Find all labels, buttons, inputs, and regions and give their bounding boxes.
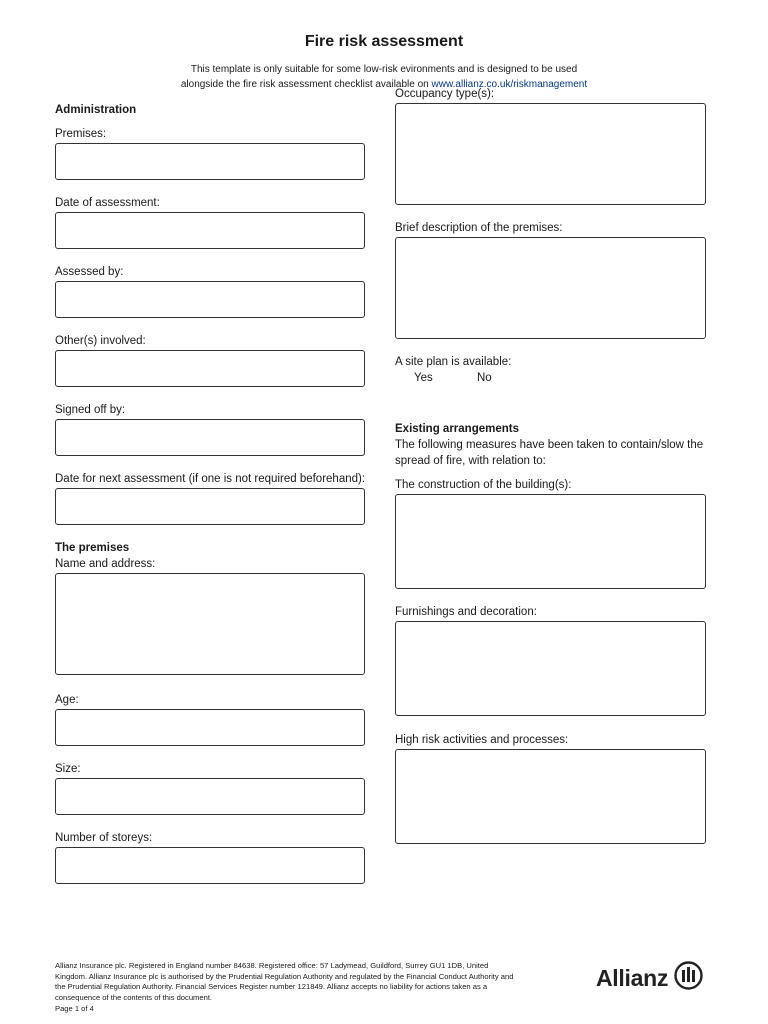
intro-line-2: [0, 77, 768, 92]
administration-heading: Administration: [55, 104, 137, 116]
site-plan-no-option[interactable]: No: [477, 372, 492, 384]
page-number: Page 1 of 4: [55, 1004, 94, 1013]
size-field[interactable]: [55, 778, 365, 815]
high-risk-field[interactable]: [395, 749, 706, 844]
occupancy-field[interactable]: [395, 103, 706, 205]
brief-description-field[interactable]: [395, 237, 706, 339]
high-risk-label: High risk activities and processes:: [395, 734, 569, 746]
furnishings-field[interactable]: [395, 621, 706, 716]
construction-label: The construction of the building(s):: [395, 479, 572, 491]
premises-heading: The premises: [55, 542, 130, 554]
footer-legal-text: Allianz Insurance plc. Registered in England number 84638. Registered office: 57 Ladymead, Guildford, Surrey GU1 1DB, United Kingdom. Allianz Insurance plc is authorised by the Prudential Regulation Authority and regulated by the Financial Conduct Authority and the Prudential Regulation Authority. Financial Services Register number 121849. Allianz accepts no liability for actions taken as a consequence of the contents of this document.: [55, 961, 514, 1002]
premises-label: Premises:: [55, 128, 107, 140]
name-address-label: Name and address:: [55, 558, 156, 570]
next-assessment-label: Date for next assessment (if one is not required beforehand):: [55, 473, 366, 485]
size-label: Size:: [55, 763, 81, 775]
next-assessment-field[interactable]: [55, 488, 365, 525]
allianz-logo: [596, 961, 703, 995]
site-plan-label: A site plan is available:: [395, 356, 512, 368]
others-involved-field[interactable]: [55, 350, 365, 387]
assessed-by-label: Assessed by:: [55, 266, 124, 278]
allianz-logo-text: Allianz: [596, 964, 669, 991]
date-of-assessment-label: Date of assessment:: [55, 197, 160, 209]
name-address-field[interactable]: [55, 573, 365, 675]
age-field[interactable]: [55, 709, 365, 746]
others-involved-label: Other(s) involved:: [55, 335, 146, 347]
site-plan-yes-option[interactable]: Yes: [414, 372, 433, 384]
furnishings-label: Furnishings and decoration:: [395, 606, 537, 618]
signed-off-by-field[interactable]: [55, 419, 365, 456]
allianz-eagle-icon: [674, 961, 703, 995]
storeys-label: Number of storeys:: [55, 832, 153, 844]
date-of-assessment-field[interactable]: [55, 212, 365, 249]
premises-field[interactable]: [55, 143, 365, 180]
intro-line-1: This template is only suitable for some low-risk evironments and is designed to be used: [190, 64, 578, 75]
signed-off-by-label: Signed off by:: [55, 404, 126, 416]
existing-arrangements-text: The following measures have been taken to contain/slow the spread of fire, with relation to:: [395, 439, 704, 467]
risk-management-link[interactable]: www.allianz.co.uk/riskmanagement: [431, 79, 588, 90]
existing-arrangements-heading: Existing arrangements: [395, 423, 519, 435]
occupancy-label: Occupancy type(s):: [395, 88, 495, 100]
assessed-by-field[interactable]: [55, 281, 365, 318]
intro-line-2-text: alongside the fire risk assessment checklist available on: [180, 79, 432, 90]
construction-field[interactable]: [395, 494, 706, 589]
storeys-field[interactable]: [55, 847, 365, 884]
brief-description-label: Brief description of the premises:: [395, 222, 563, 234]
age-label: Age:: [55, 694, 79, 706]
page-title: Fire risk assessment: [304, 33, 464, 50]
